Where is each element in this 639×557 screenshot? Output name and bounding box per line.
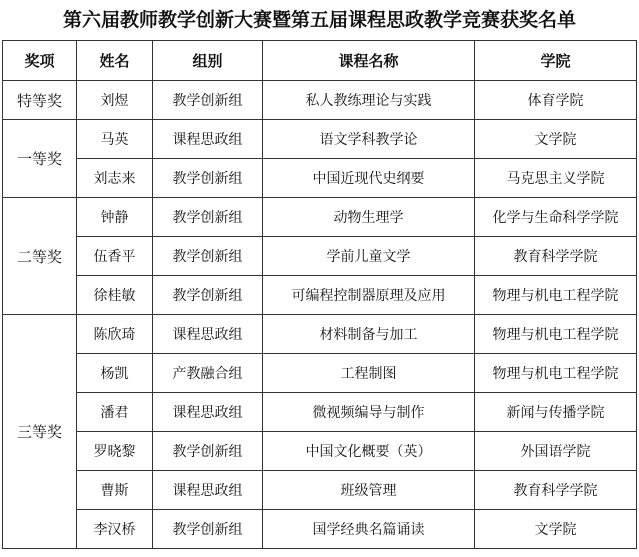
- name-cell: 马英: [77, 120, 153, 159]
- group-cell: 课程思政组: [153, 120, 263, 159]
- table-row: [3, 354, 637, 393]
- college-cell: 物理与机电工程学院: [475, 354, 637, 393]
- group-cell: 教学创新组: [153, 510, 263, 549]
- header-group: 组别: [153, 41, 263, 81]
- college-cell: 教育科学学院: [475, 237, 637, 276]
- course-cell: 工程制图: [263, 354, 475, 393]
- group-cell: 教学创新组: [153, 237, 263, 276]
- name-cell: 罗晓黎: [77, 432, 153, 471]
- college-cell: 文学院: [475, 510, 637, 549]
- group-cell: 课程思政组: [153, 315, 263, 354]
- name-cell: 潘君: [77, 393, 153, 432]
- course-cell: 动物生理学: [263, 198, 475, 237]
- course-cell: 私人教练理论与实践: [263, 81, 475, 120]
- name-cell: 杨凯: [77, 354, 153, 393]
- group-cell: 教学创新组: [153, 432, 263, 471]
- course-cell: 材料制备与加工: [263, 315, 475, 354]
- course-cell: 国学经典名篇诵读: [263, 510, 475, 549]
- award-level-cell: 一等奖: [3, 120, 77, 198]
- group-cell: 教学创新组: [153, 159, 263, 198]
- course-cell: 可编程控制器原理及应用: [263, 276, 475, 315]
- header-course: 课程名称: [263, 41, 475, 81]
- college-cell: 体育学院: [475, 81, 637, 120]
- table-row: [3, 393, 637, 432]
- college-cell: 文学院: [475, 120, 637, 159]
- group-cell: 产教融合组: [153, 354, 263, 393]
- course-cell: 语文学科教学论: [263, 120, 475, 159]
- college-cell: 马克思主义学院: [475, 159, 637, 198]
- college-cell: 化学与生命科学学院: [475, 198, 637, 237]
- college-cell: 外国语学院: [475, 432, 637, 471]
- course-cell: 中国文化概要（英）: [263, 432, 475, 471]
- header-award: 奖项: [3, 41, 77, 81]
- table-row: [3, 276, 637, 315]
- college-cell: 物理与机电工程学院: [475, 315, 637, 354]
- college-cell: 物理与机电工程学院: [475, 276, 637, 315]
- course-cell: 微视频编导与制作: [263, 393, 475, 432]
- college-cell: 新闻与传播学院: [475, 393, 637, 432]
- award-level-cell: 特等奖: [3, 81, 77, 120]
- name-cell: 曹斯: [77, 471, 153, 510]
- table-row: [3, 120, 637, 159]
- award-table: [2, 40, 637, 549]
- course-cell: 学前儿童文学: [263, 237, 475, 276]
- group-cell: 教学创新组: [153, 276, 263, 315]
- table-row: [3, 432, 637, 471]
- award-level-cell: 三等奖: [3, 315, 77, 549]
- name-cell: 刘志来: [77, 159, 153, 198]
- name-cell: 李汉桥: [77, 510, 153, 549]
- group-cell: 课程思政组: [153, 471, 263, 510]
- group-cell: 课程思政组: [153, 393, 263, 432]
- table-row: [3, 471, 637, 510]
- name-cell: 徐桂敏: [77, 276, 153, 315]
- name-cell: 钟静: [77, 198, 153, 237]
- table-row: [3, 81, 637, 120]
- table-row: [3, 315, 637, 354]
- header-college: 学院: [475, 41, 637, 81]
- table-row: [3, 510, 637, 549]
- name-cell: 伍香平: [77, 237, 153, 276]
- course-cell: 中国近现代史纲要: [263, 159, 475, 198]
- table-row: [3, 198, 637, 237]
- award-level-cell: 二等奖: [3, 198, 77, 315]
- name-cell: 陈欣琦: [77, 315, 153, 354]
- table-row: [3, 159, 637, 198]
- header-row: [3, 41, 637, 81]
- course-cell: 班级管理: [263, 471, 475, 510]
- group-cell: 教学创新组: [153, 198, 263, 237]
- college-cell: 教育科学学院: [475, 471, 637, 510]
- table-row: [3, 237, 637, 276]
- group-cell: 教学创新组: [153, 81, 263, 120]
- page-title: 第六届教师教学创新大赛暨第五届课程思政教学竞赛获奖名单: [62, 9, 576, 31]
- header-name: 姓名: [77, 41, 153, 81]
- name-cell: 刘煜: [77, 81, 153, 120]
